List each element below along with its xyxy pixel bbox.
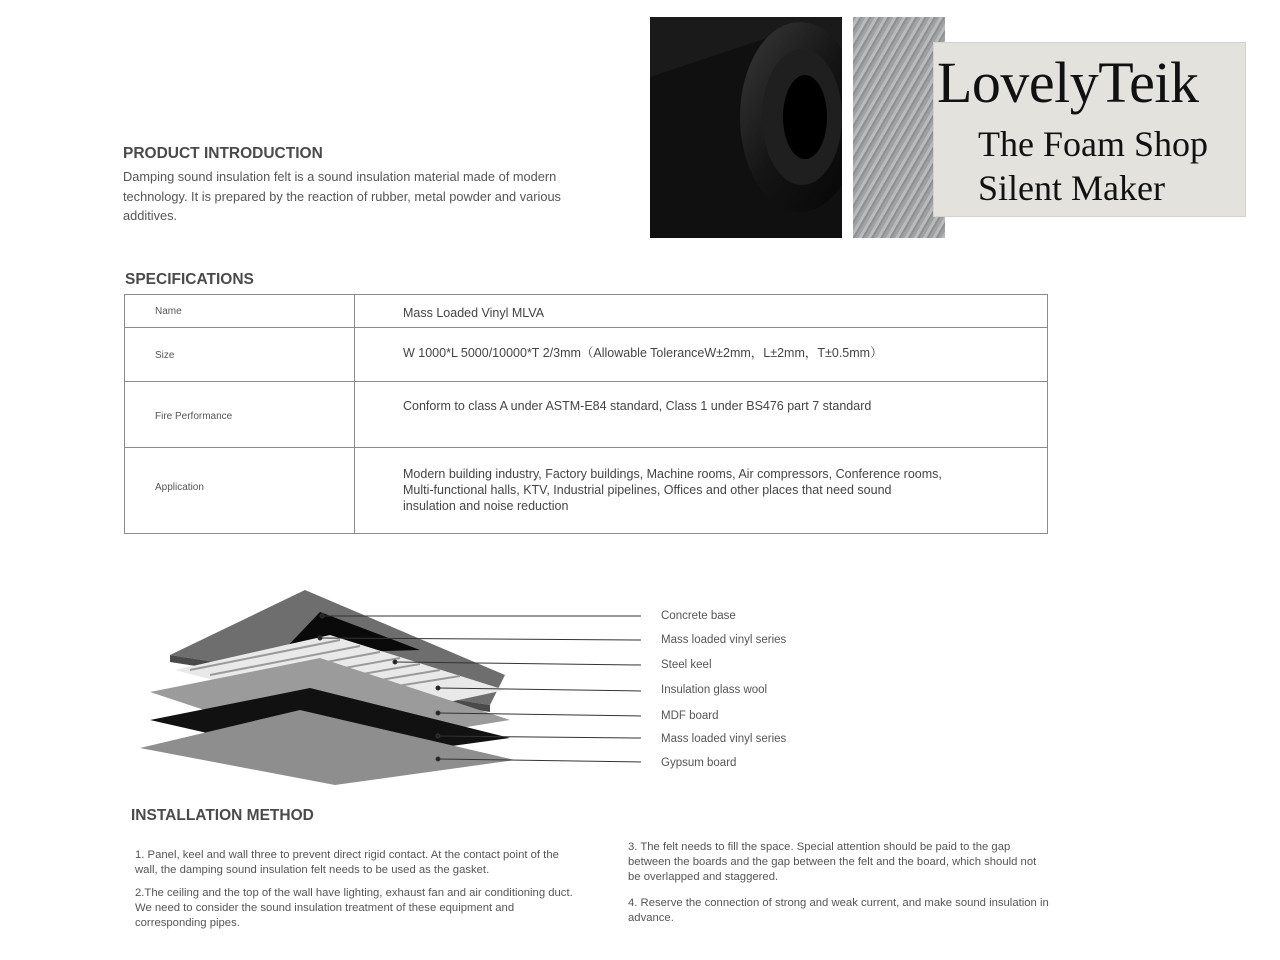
table-row xyxy=(125,448,1048,534)
layer-diagram xyxy=(130,580,650,790)
diagram-label: Gypsum board xyxy=(661,757,737,769)
rubber-roll-photo xyxy=(650,17,842,238)
spec-value: W 1000*L 5000/10000*T 2/3mm（Allowable ToleranceW±2mm，L±2mm，T±0.5mm） xyxy=(355,328,1048,382)
installation-step: 1. Panel, keel and wall three to prevent direct rigid contact. At the contact point of the wall, the damping sound insulation felt needs to be used as the gasket. xyxy=(135,849,559,876)
brand-tagline-1: The Foam Shop xyxy=(978,124,1208,164)
installation-step: 3. The felt needs to fill the space. Special attention should be paid to the gap between the boards and the gap between the felt and the board, which should not be overlapped and staggered. xyxy=(628,841,1037,883)
installation-step: 4. Reserve the connection of strong and weak current, and make sound insulation in advance. xyxy=(628,897,1049,924)
spec-label: Name xyxy=(125,295,355,328)
intro-text: Damping sound insulation felt is a sound insulation material made of modern technology. It is prepared by the reaction of rubber, metal powder and various additives. xyxy=(123,169,561,223)
brand-name: LovelyTeik xyxy=(937,50,1199,115)
table-row xyxy=(125,295,1048,328)
spec-value: Modern building industry, Factory buildings, Machine rooms, Air compressors, Conference rooms, Multi-functional halls, KTV, Industrial pipelines, Offices and other places that need sound insulation and noise reduction xyxy=(355,448,1048,534)
spec-value: Conform to class A under ASTM-E84 standard, Class 1 under BS476 part 7 standard xyxy=(355,382,1048,448)
diagram-label: Mass loaded vinyl series xyxy=(661,733,787,745)
diagram-label: MDF board xyxy=(661,710,719,722)
spec-label: Size xyxy=(125,328,355,382)
spec-value: Mass Loaded Vinyl MLVA xyxy=(355,295,1048,328)
diagram-label: Concrete base xyxy=(661,610,736,622)
diagram-label: Steel keel xyxy=(661,659,712,671)
diagram-label: Insulation glass wool xyxy=(661,684,768,696)
table-row xyxy=(125,382,1048,448)
specs-table xyxy=(124,294,1048,534)
spec-label: Fire Performance xyxy=(125,382,355,448)
installation-step: 2.The ceiling and the top of the wall have lighting, exhaust fan and air conditioning duct. We need to consider the sound insulation treatment of these equipment and corresponding pipes. xyxy=(135,887,573,929)
brand-tagline-2: Silent Maker xyxy=(978,168,1165,208)
felt-photo xyxy=(853,17,945,238)
installation-heading: INSTALLATION METHOD xyxy=(131,807,314,824)
rubber-roll-image xyxy=(650,17,842,238)
intro-heading: PRODUCT INTRODUCTION xyxy=(123,145,323,162)
spec-label: Application xyxy=(125,448,355,534)
layer-diagram-illustration xyxy=(130,580,650,790)
specs-heading: SPECIFICATIONS xyxy=(125,271,254,288)
brand-logo-box xyxy=(933,42,1246,217)
table-row xyxy=(125,328,1048,382)
diagram-label: Mass loaded vinyl series xyxy=(661,634,787,646)
